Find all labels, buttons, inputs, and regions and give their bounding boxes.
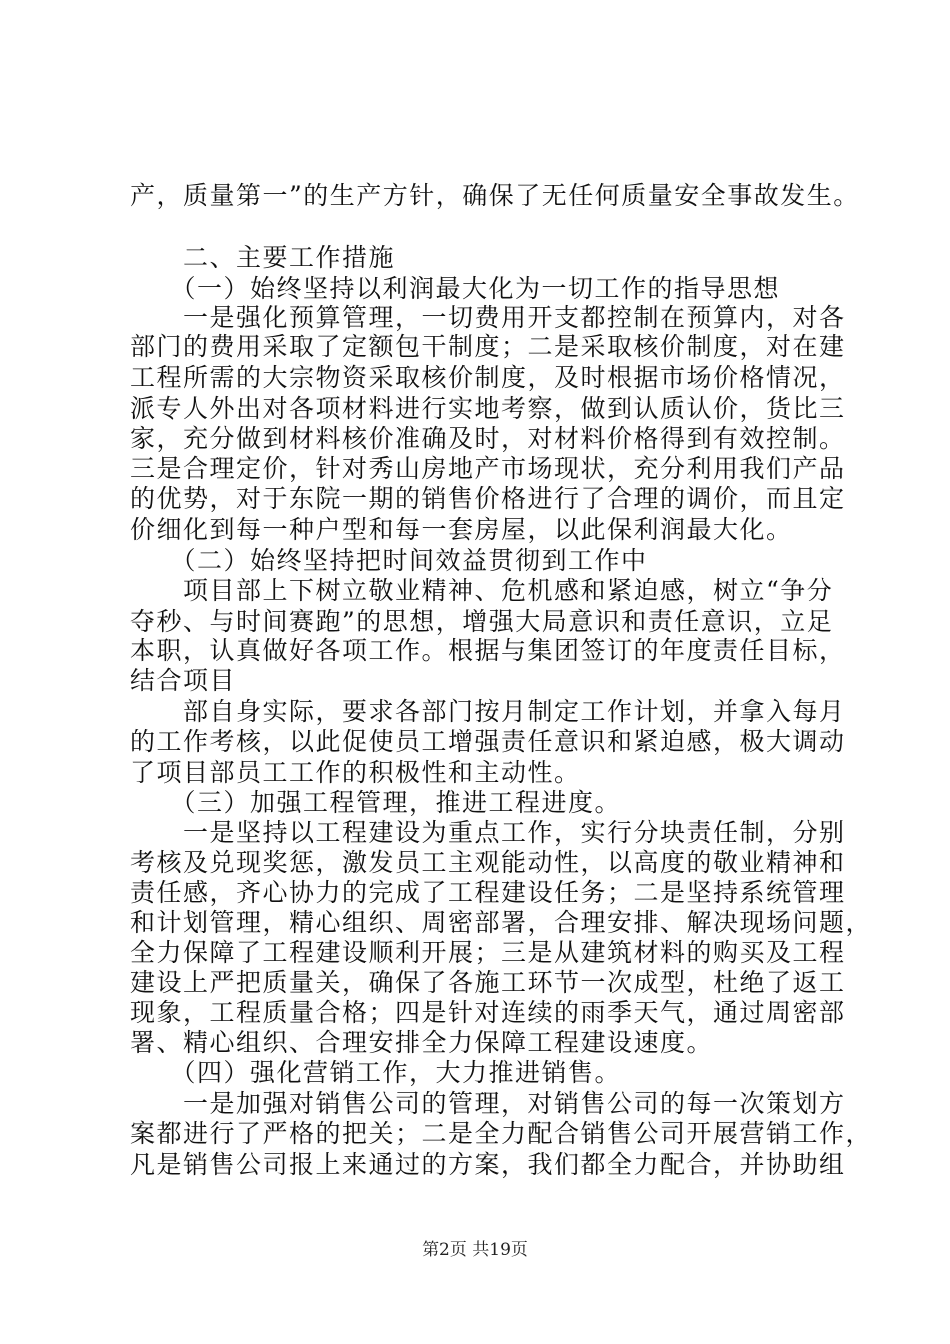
text-line: 了项目部员工工作的积极性和主动性。 (130, 758, 581, 787)
text-line: 派专人外出对各项材料进行实地考察，做到认质认价，货比三 (130, 394, 846, 423)
text-line: 项目部上下树立敬业精神、危机感和紧迫感，树立“争分 (130, 576, 834, 605)
text-line: 考核及兑现奖惩，激发员工主观能动性，以高度的敬业精神和 (130, 848, 846, 877)
text-line: 一是加强对销售公司的管理，对销售公司的每一次策划方 (130, 1089, 846, 1118)
text-line: 家，充分做到材料核价准确及时，对材料价格得到有效控制。 (130, 424, 846, 453)
text-line: 一是坚持以工程建设为重点工作，实行分块责任制，分别 (130, 818, 846, 847)
text-line: 全力保障了工程建设顺利开展；三是从建筑材料的购买及工程 (130, 938, 846, 967)
text-line: 三是合理定价，针对秀山房地产市场现状，充分利用我们产品 (130, 454, 846, 483)
text-line: （一）始终坚持以利润最大化为一切工作的指导思想 (130, 274, 781, 303)
text-line: 产，质量第一”的生产方针，确保了无任何质量安全事故发生。 (130, 181, 860, 210)
text-line: （二）始终坚持把时间效益贯彻到工作中 (130, 546, 648, 575)
text-line: 部门的费用采取了定额包干制度；二是采取核价制度，对在建 (130, 332, 846, 361)
text-line: 部自身实际，要求各部门按月制定工作计划，并拿入每月 (130, 697, 846, 726)
text-line: 的优势，对于东院一期的销售价格进行了合理的调价，而且定 (130, 484, 846, 513)
text-line: 价细化到每一种户型和每一套房屋，以此保利润最大化。 (130, 515, 793, 544)
text-line: 一是强化预算管理，一切费用开支都控制在预算内，对各 (130, 303, 846, 332)
text-line: 和计划管理，精心组织、周密部署，合理安排、解决现场问题， (130, 908, 873, 937)
text-line: 结合项目 (130, 666, 237, 695)
text-line: （四）强化营销工作，大力推进销售。 (130, 1058, 622, 1087)
text-line: 现象，工程质量合格；四是针对连续的雨季天气，通过周密部 (130, 998, 846, 1027)
text-line: 署、精心组织、合理安排全力保障工程建设速度。 (130, 1028, 714, 1057)
text-line: 建设上严把质量关，确保了各施工环节一次成型，杜绝了返工 (130, 968, 846, 997)
text-line: 责任感，齐心协力的完成了工程建设任务；二是坚持系统管理 (130, 878, 846, 907)
text-line: 案都进行了严格的把关；二是全力配合销售公司开展营销工作， (130, 1119, 873, 1148)
text-line: 工程所需的大宗物资采取核价制度，及时根据市场价格情况， (130, 363, 846, 392)
text-line: 夺秒、与时间赛跑”的思想，增强大局意识和责任意识，立足 (130, 607, 834, 636)
page-footer: 第2页 共19页 (422, 1240, 528, 1260)
text-line: 凡是销售公司报上来通过的方案，我们都全力配合，并协助组 (130, 1150, 846, 1179)
text-line: 本职，认真做好各项工作。根据与集团签订的年度责任目标， (130, 636, 846, 665)
text-line: 的工作考核，以此促使员工增强责任意识和紧迫感，极大调动 (130, 727, 846, 756)
text-line: （三）加强工程管理，推进工程进度。 (130, 788, 622, 817)
text-line: 二、主要工作措施 (130, 243, 396, 272)
